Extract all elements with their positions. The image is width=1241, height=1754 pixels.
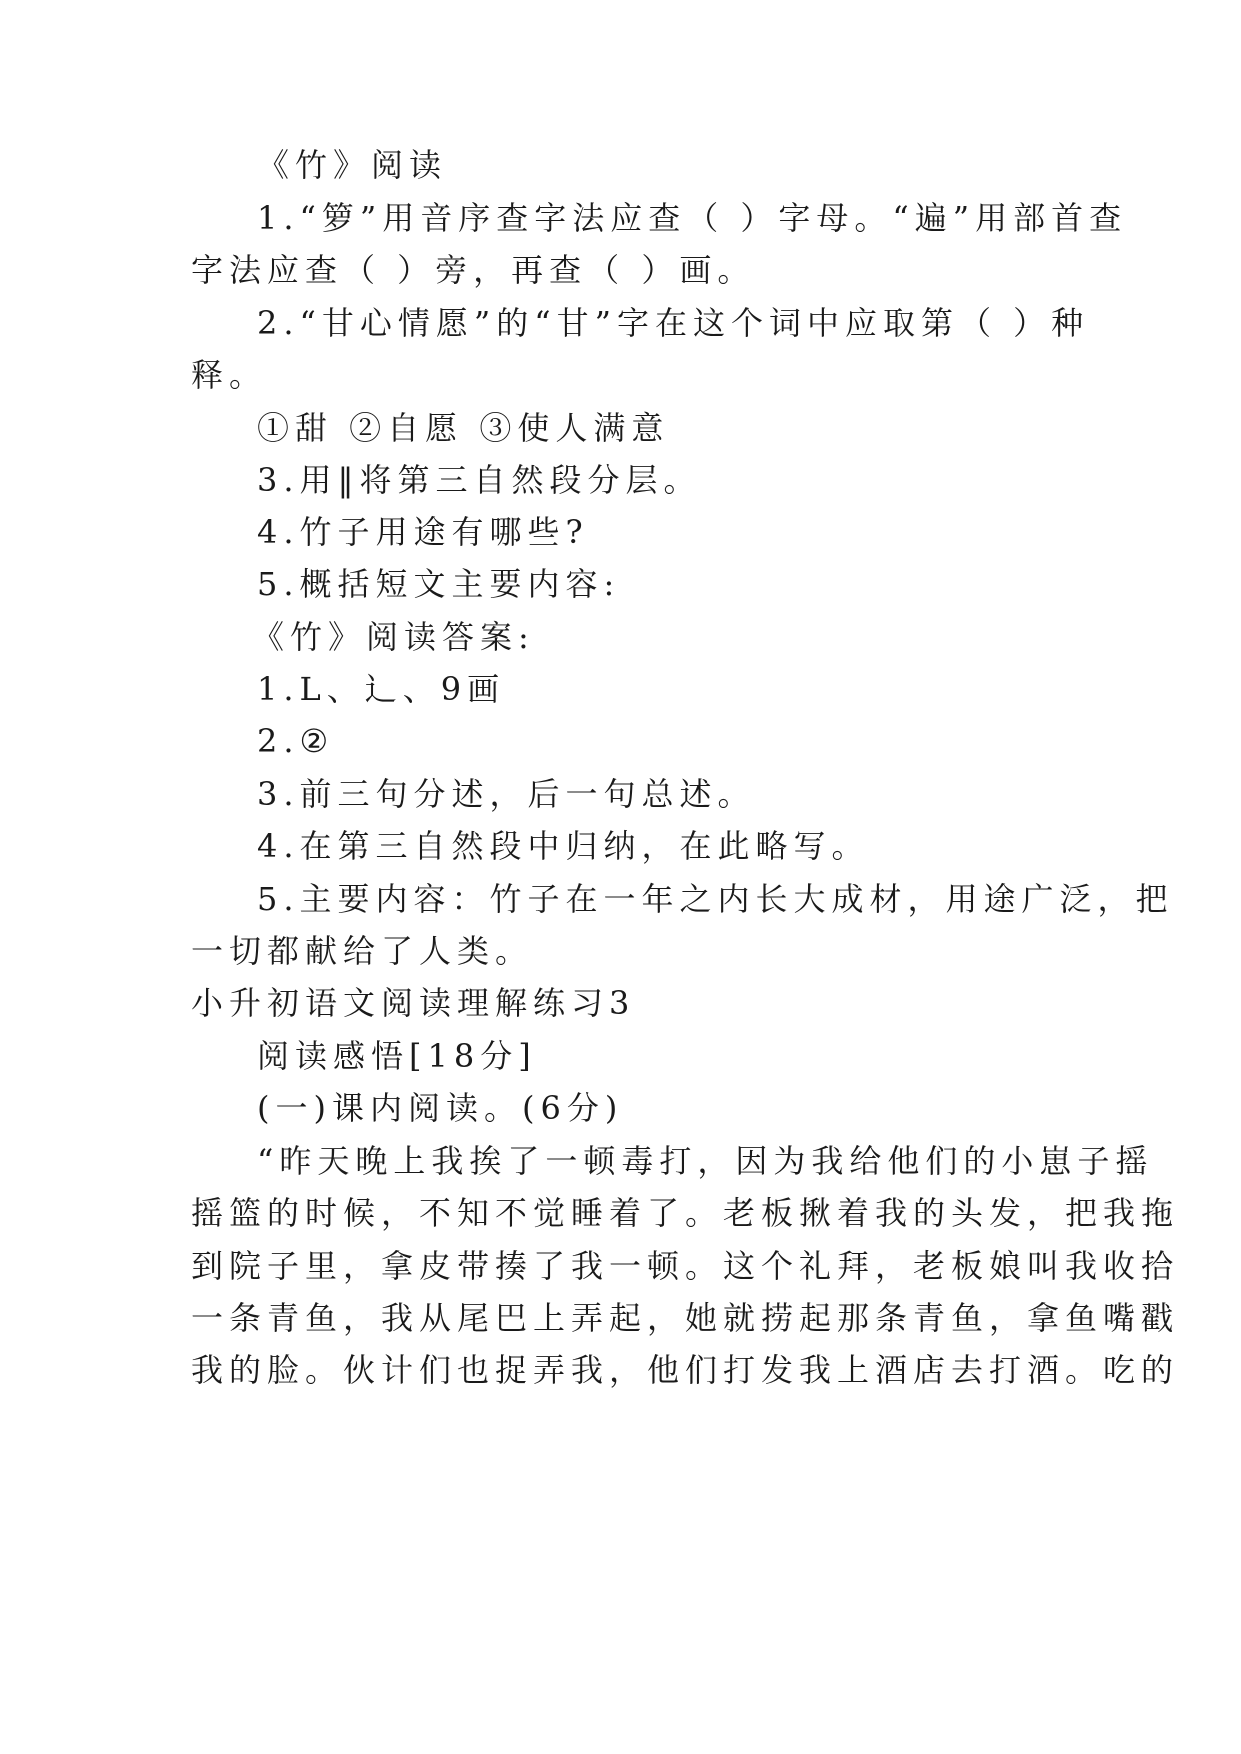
question-2-line-1: 2.“甘心情愿”的“甘”字在这个词中应取第（ ）种 xyxy=(257,304,1090,342)
question-3: 3.用‖将第三自然段分层。 xyxy=(257,461,702,499)
reading-title-bamboo: 《竹》阅读 xyxy=(257,146,448,184)
question-2-line-2: 释。 xyxy=(191,356,268,394)
question-4: 4.竹子用途有哪些? xyxy=(257,513,589,551)
question-1-line-1: 1.“箩”用音序查字法应查（ ）字母。“遍”用部首查 xyxy=(257,199,1128,237)
passage-line-5: 我的脸。伙计们也捉弄我，他们打发我上酒店去打酒。吃的 xyxy=(191,1351,1180,1389)
subsection-heading: (一)课内阅读。(6分) xyxy=(257,1089,624,1127)
passage-line-1: “昨天晚上我挨了一顿毒打，因为我给他们的小崽子摇 xyxy=(257,1142,1154,1180)
answer-1: 1.L、辶、9画 xyxy=(257,670,506,708)
answer-5-line-1: 5.主要内容：竹子在一年之内长大成材，用途广泛，把 xyxy=(257,880,1174,918)
answer-5-line-2: 一切都献给了人类。 xyxy=(191,932,534,970)
answer-2: 2.② xyxy=(257,722,335,760)
exercise-heading: 小升初语文阅读理解练习3 xyxy=(191,984,636,1022)
section-heading: 阅读感悟[18分] xyxy=(257,1037,537,1075)
question-5: 5.概括短文主要内容: xyxy=(257,565,621,603)
answer-4: 4.在第三自然段中归纳，在此略写。 xyxy=(257,827,870,865)
passage-line-2: 摇篮的时候，不知不觉睡着了。老板揪着我的头发，把我拖 xyxy=(191,1194,1180,1232)
question-1-line-2: 字法应查（ ）旁，再查（ ）画。 xyxy=(191,251,756,289)
passage-line-4: 一条青鱼，我从尾巴上弄起，她就捞起那条青鱼，拿鱼嘴戳 xyxy=(191,1299,1180,1337)
answers-heading: 《竹》阅读答案: xyxy=(252,618,535,656)
answer-3: 3.前三句分述，后一句总述。 xyxy=(257,775,756,813)
question-2-options: ①甜 ②自愿 ③使人满意 xyxy=(257,409,670,447)
passage-line-3: 到院子里，拿皮带揍了我一顿。这个礼拜，老板娘叫我收拾 xyxy=(191,1247,1180,1285)
